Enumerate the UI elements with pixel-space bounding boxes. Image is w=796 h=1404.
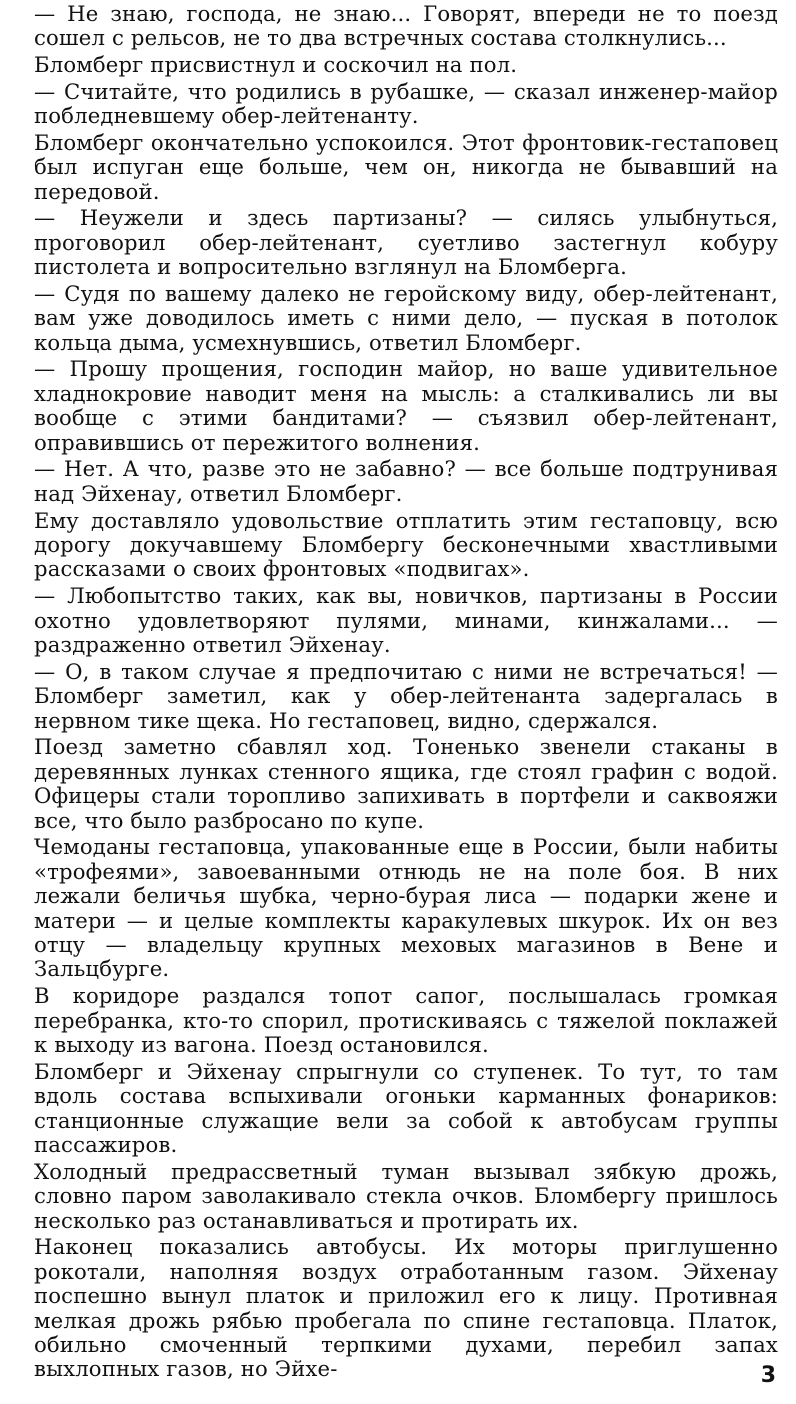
paragraph: — Считайте, что родились в рубашке, — сказал инженер-майор побледневшему обер-лейтенанту.: [34, 78, 778, 129]
paragraph: — Любопытство таких, как вы, новичков, партизаны в России охотно удовлетворяют пулями, минами, кинжалами... — раздраженно ответил Эйхенау.: [34, 583, 778, 658]
paragraph: — Не знаю, господа, не знаю... Говорят, впереди не то поезд сошел с рельсов, не то два встречных состава столкнулись...: [34, 1, 778, 51]
paragraph: Наконец показались автобусы. Их моторы приглушенно рокотали, наполняя воздух отработанным газом. Эйхенау поспешно вынул платок и приложил его к лицу. Противная мелкая дрожь рябью пробегала по спине гестаповца. Платок, обильно смоченный терпкими духами, перебил запах выхлопных газов, но Эйхе-: [34, 1234, 778, 1382]
paragraph: Холодный предрассветный туман вызывал зябкую дрожь, словно паром заволакивало стекла очков. Бломбергу пришлось несколько раз останавливаться и протирать их.: [34, 1158, 778, 1233]
paragraph: В коридоре раздался топот сапог, послышалась громкая перебранка, кто-то спорил, протискиваясь с тяжелой поклажей к выходу из вагона. Поезд остановился.: [34, 983, 778, 1058]
paragraph: Ему доставляло удовольствие отплатить этим гестаповцу, всю дорогу докучавшему Бломбергу бесконечными хвастливыми рассказами о своих фронтовых «подвигах».: [34, 507, 778, 582]
paragraph: — О, в таком случае я предпочитаю с ними не встречаться! — Бломберг заметил, как у обер-лейтенанта задергалась в нервном тике щека. Но гестаповец, видно, сдержался.: [34, 658, 778, 733]
paragraph: Бломберг окончательно успокоился. Этот фронтовик-гестаповец был испуган еще больше, чем он, никогда не бывавший на передовой.: [34, 129, 778, 204]
paragraph: — Неужели и здесь партизаны? — силясь улыбнуться, проговорил обер-лейтенант, суетливо застегнул кобуру пистолета и вопросительно взглянул на Бломберга.: [34, 205, 778, 280]
paragraph: Бломберг и Эйхенау спрыгнули со ступенек. То тут, то там вдоль состава вспыхивали огоньки карманных фонариков: станционные служащие вели за собой к автобусам группы пассажиров.: [34, 1058, 778, 1158]
paragraph: — Прошу прощения, господин майор, но ваше удивительное хладнокровие наводит меня на мысль: а сталкивались ли вы вообще с этими бандитами? — съязвил обер-лейтенант, оправившись от пережитого волнения.: [34, 356, 778, 455]
paragraph: Чемоданы гестаповца, упакованные еще в России, были набиты «трофеями», завоеванными отнюдь не на поле боя. В них лежали беличья шубка, черно-бурая лиса — подарки жене и матери — и целые комплекты каракулевых шкурок. Их он вез отцу — владельцу крупных меховых магазинов в Вене и Зальцбурге.: [34, 834, 778, 982]
page-number: 3: [760, 1363, 776, 1388]
paragraph: Бломберг присвистнул и соскочил на пол.: [34, 52, 518, 78]
body-text: [34, 2, 778, 1384]
paragraph: Поезд заметно сбавлял ход. Тоненько звенели стаканы в деревянных лунках стенного ящика, где стоял графин с водой. Офицеры стали торопливо запихивать в портфели и саквояжи все, что было разбросано по купе.: [34, 734, 778, 833]
paragraph: — Судя по вашему далеко не геройскому виду, обер-лейтенант, вам уже доводилось иметь с ними дело, — пуская в потолок кольца дыма, усмехнувшись, ответил Бломберг.: [34, 280, 778, 355]
paragraph: — Нет. А что, разве это не забавно? — все больше подтрунивая над Эйхенау, ответил Бломберг.: [34, 456, 778, 506]
